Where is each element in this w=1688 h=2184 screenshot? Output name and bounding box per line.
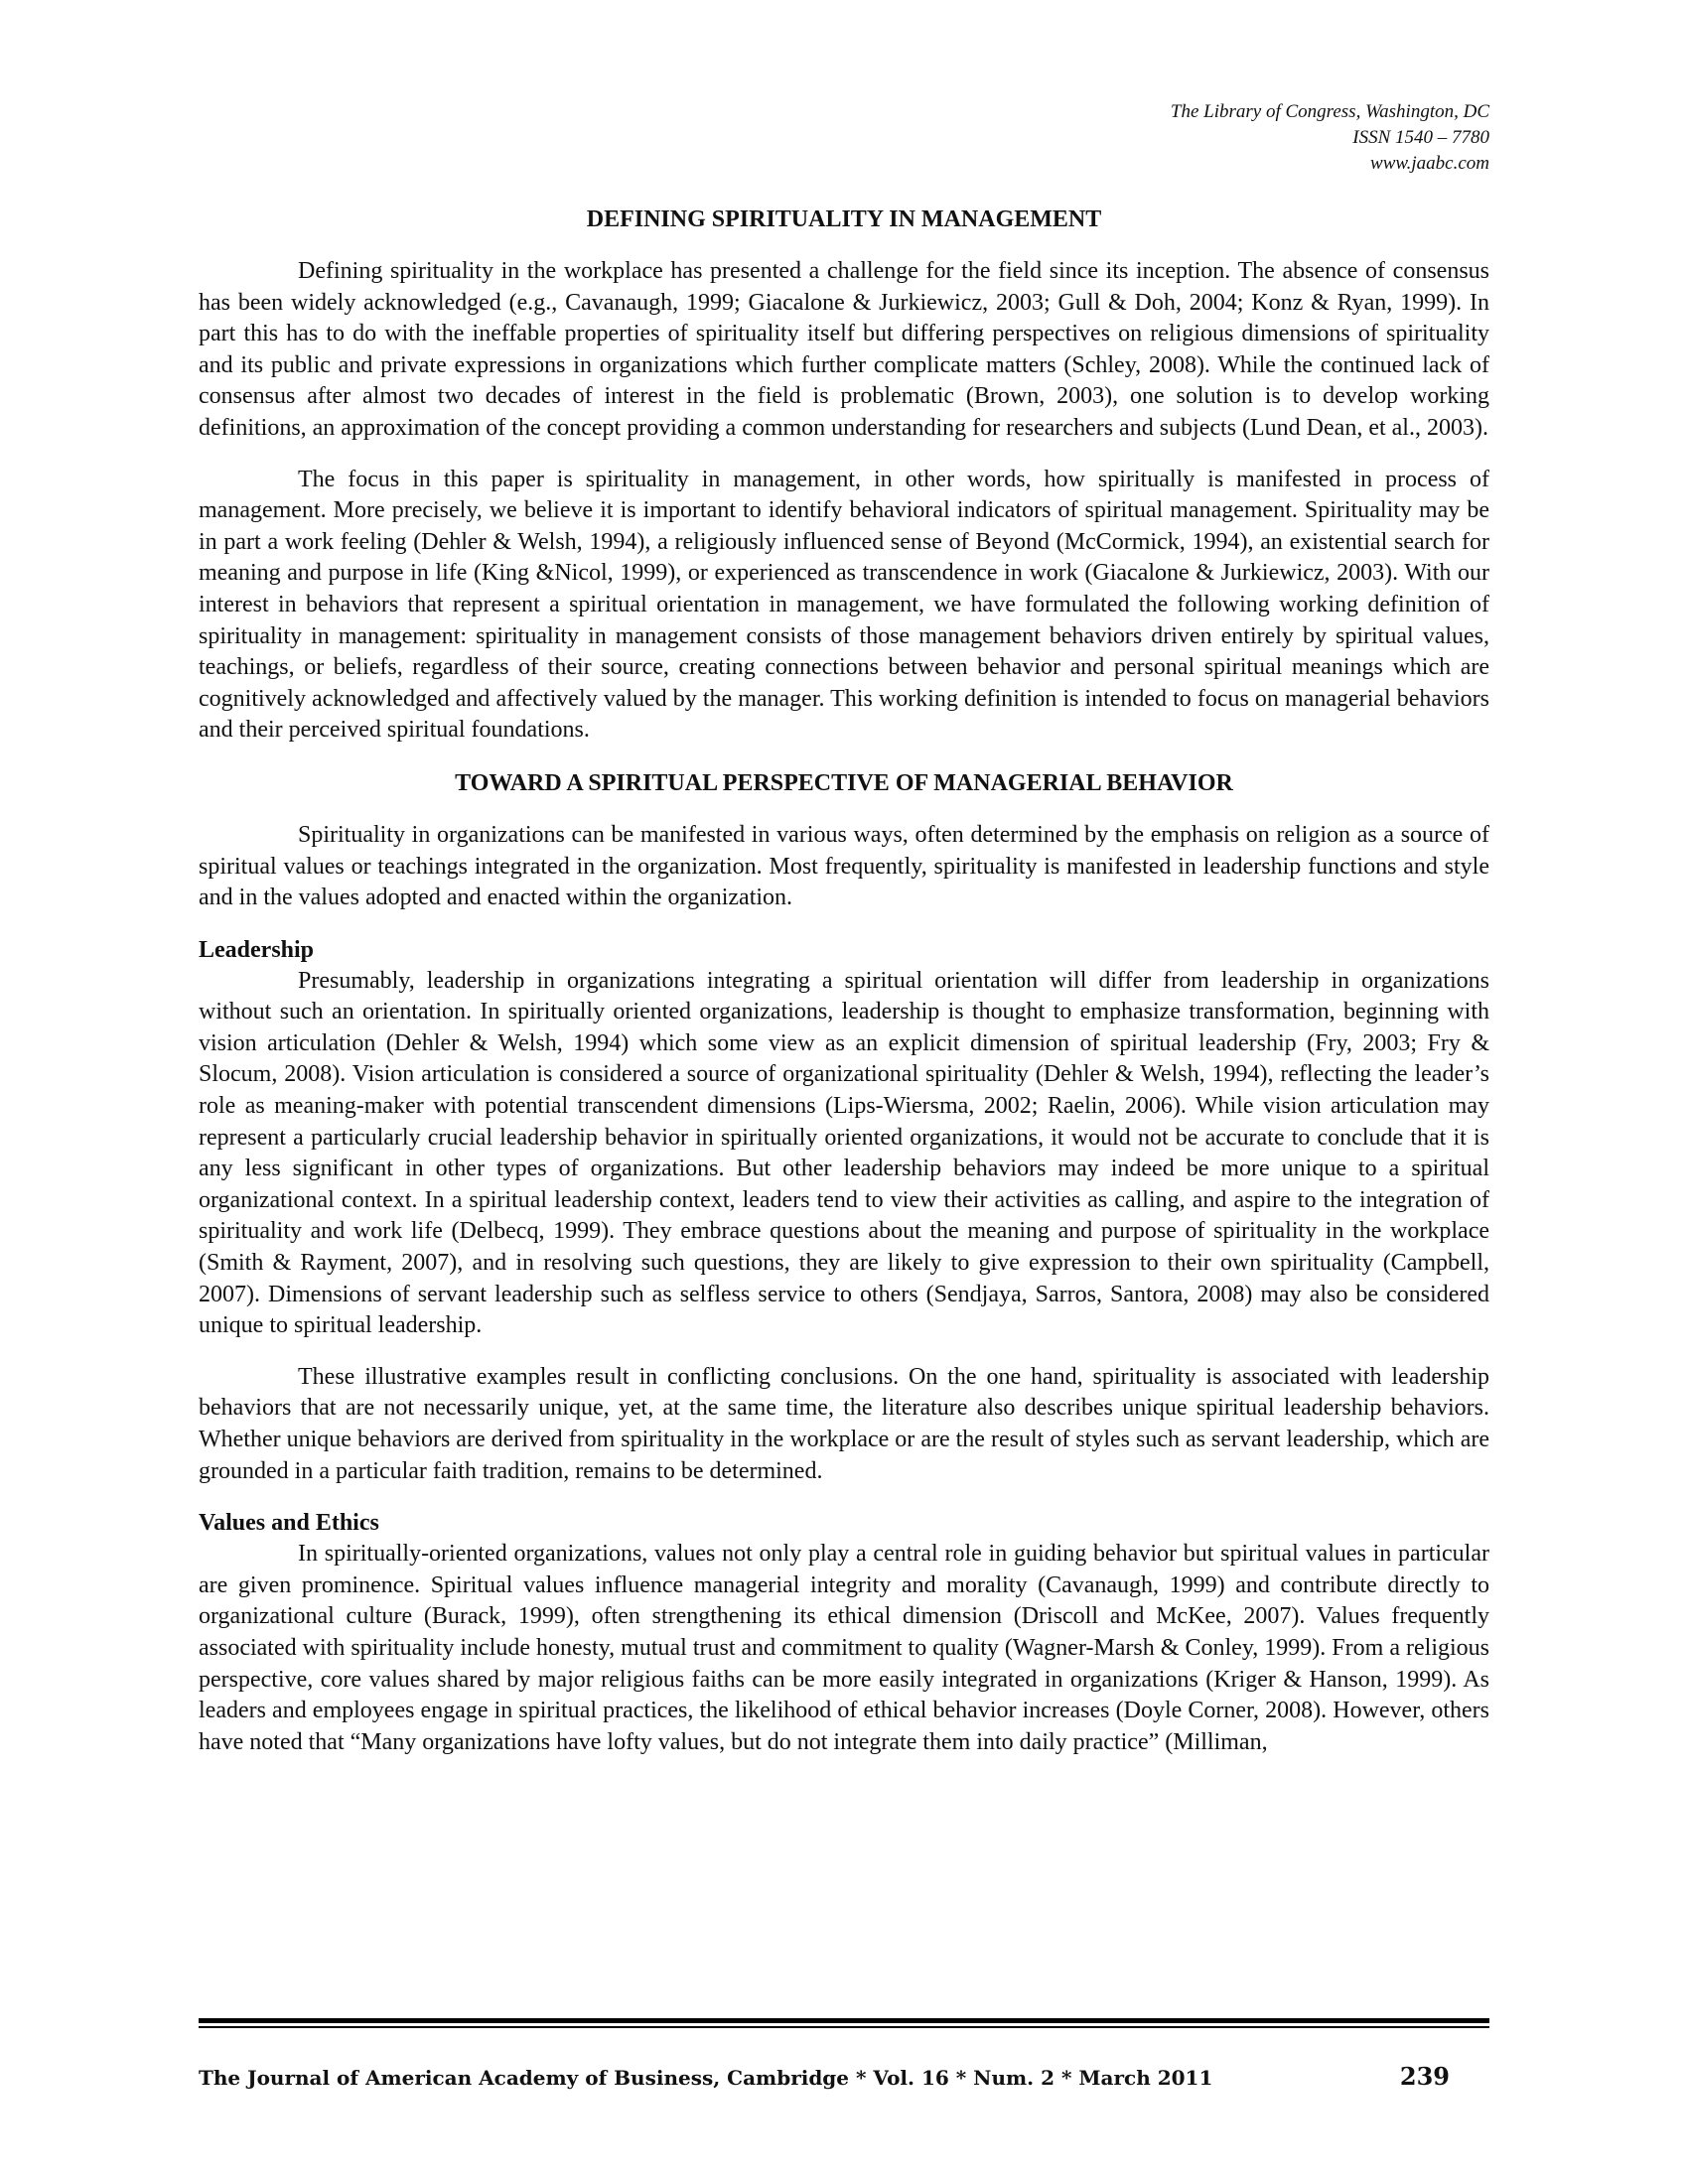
paragraph: Spirituality in organizations can be manifested in various ways, often determined by the emphasis on religion as a source of spiritual values or teachings integrated in the organization. Most frequently, spirituality is manifested in leadership functions and style and in the values adopted and enacted within the organization. xyxy=(199,821,1489,911)
footer-journal: The Journal of American Academy of Business, Cambridge * Vol. 16 * Num. 2 * March 2011 xyxy=(199,2066,1213,2090)
header-library: The Library of Congress, Washington, DC xyxy=(1170,101,1489,122)
paragraph: The focus in this paper is spirituality in management, in other words, how spiritually is manifested in process of management. More precisely, we believe it is important to identify behavioral indicators of spiritual management. Spirituality may be in part a work feeling (Dehler & Welsh, 1994), a religiously influenced sense of Beyond (McCormick, 1994), an existential search for meaning and purpose in life (King &Nicol, 1999), or experienced as transcendence in work (Giacalone & Jurkiewicz, 2003). With our interest in behaviors that represent a spiritual orientation in management, we have formulated the following working definition of spirituality in management: spirituality in management consists of those management behaviors driven entirely by spiritual values, teachings, or beliefs, regardless of their source, creating connections between behavior and personal spiritual meanings which are cognitively acknowledged and affectively valued by the manager. This working definition is intended to focus on managerial behaviors and their perceived spiritual foundations. xyxy=(199,466,1489,744)
paragraph: Defining spirituality in the workplace has presented a challenge for the field since its inception. The absence of consensus has been widely acknowledged (e.g., Cavanaugh, 1999; Giacalone & Jurkiewicz, 2003; Gull & Doh, 2004; Konz & Ryan, 1999). In part this has to do with the ineffable properties of spirituality itself but differing perspectives on religious dimensions of spirituality and its public and private expressions in organizations which further complicate matters (Schley, 2008). While the continued lack of consensus after almost two decades of interest in the field is problematic (Brown, 2003), one solution is to develop working definitions, an approximation of the concept providing a common understanding for researchers and subjects (Lund Dean, et al., 2003). xyxy=(199,258,1489,441)
subheading-values-ethics: Values and Ethics xyxy=(199,1510,379,1537)
subheading-leadership: Leadership xyxy=(199,936,315,963)
footer-rule-thick xyxy=(199,2018,1489,2023)
header-website: www.jaabc.com xyxy=(1370,153,1489,174)
article-body xyxy=(199,205,1489,1778)
section-title-toward: TOWARD A SPIRITUAL PERSPECTIVE OF MANAGERIAL BEHAVIOR xyxy=(455,769,1233,796)
paragraph: These illustrative examples result in conflicting conclusions. On the one hand, spirituality is associated with leadership behaviors that are not necessarily unique, yet, at the same time, the literature also describes unique spiritual leadership behaviors. Whether unique behaviors are derived from spirituality in the workplace or are the result of styles such as servant leadership, which are grounded in a particular faith tradition, remains to be determined. xyxy=(199,1363,1489,1484)
footer-rule-thin xyxy=(199,2026,1489,2028)
section-title-defining: DEFINING SPIRITUALITY IN MANAGEMENT xyxy=(586,206,1102,232)
page-footer xyxy=(199,2018,1489,2091)
paragraph: Presumably, leadership in organizations integrating a spiritual orientation will differ from leadership in organizations without such an orientation. In spiritually oriented organizations, leadership is thought to emphasize transformation, beginning with vision articulation (Dehler & Welsh, 1994) which some view as an explicit dimension of spiritual leadership (Fry, 2003; Fry & Slocum, 2008). Vision articulation is considered a source of organizational spirituality (Dehler & Welsh, 1994), reflecting the leader’s role as meaning-maker with potential transcendent dimensions (Lips-Wiersma, 2002; Raelin, 2006). While vision articulation may represent a particularly crucial leadership behavior in spiritually oriented organizations, it would not be accurate to conclude that it is any less significant in other types of organizations. But other leadership behaviors may indeed be more unique to a spiritual organizational context. In a spiritual leadership context, leaders tend to view their activities as calling, and aspire to the integration of spirituality and work life (Delbecq, 1999). They embrace questions about the meaning and purpose of spirituality in the workplace (Smith & Rayment, 2007), and in resolving such questions, they are likely to give expression to their own spirituality (Campbell, 2007). Dimensions of servant leadership such as selfless service to others (Sendjaya, Sarros, Santora, 2008) may also be considered unique to spiritual leadership. xyxy=(199,967,1489,1339)
running-header xyxy=(1171,99,1489,177)
page-number: 239 xyxy=(1399,2062,1450,2091)
header-issn: ISSN 1540 – 7780 xyxy=(1352,127,1489,148)
paragraph: In spiritually-oriented organizations, values not only play a central role in guiding behavior but spiritual values in particular are given prominence. Spiritual values influence managerial integrity and morality (Cavanaugh, 1999) and contribute directly to organizational culture (Burack, 1999), often strengthening its ethical dimension (Driscoll and McKee, 2007). Values frequently associated with spirituality include honesty, mutual trust and commitment to quality (Wagner-Marsh & Conley, 1999). From a religious perspective, core values shared by major religious faiths can be more easily integrated in organizations (Kriger & Hanson, 1999). As leaders and employees engage in spiritual practices, the likelihood of ethical behavior increases (Doyle Corner, 2008). However, others have noted that “Many organizations have lofty values, but do not integrate them into daily practice” (Milliman, xyxy=(199,1541,1489,1755)
